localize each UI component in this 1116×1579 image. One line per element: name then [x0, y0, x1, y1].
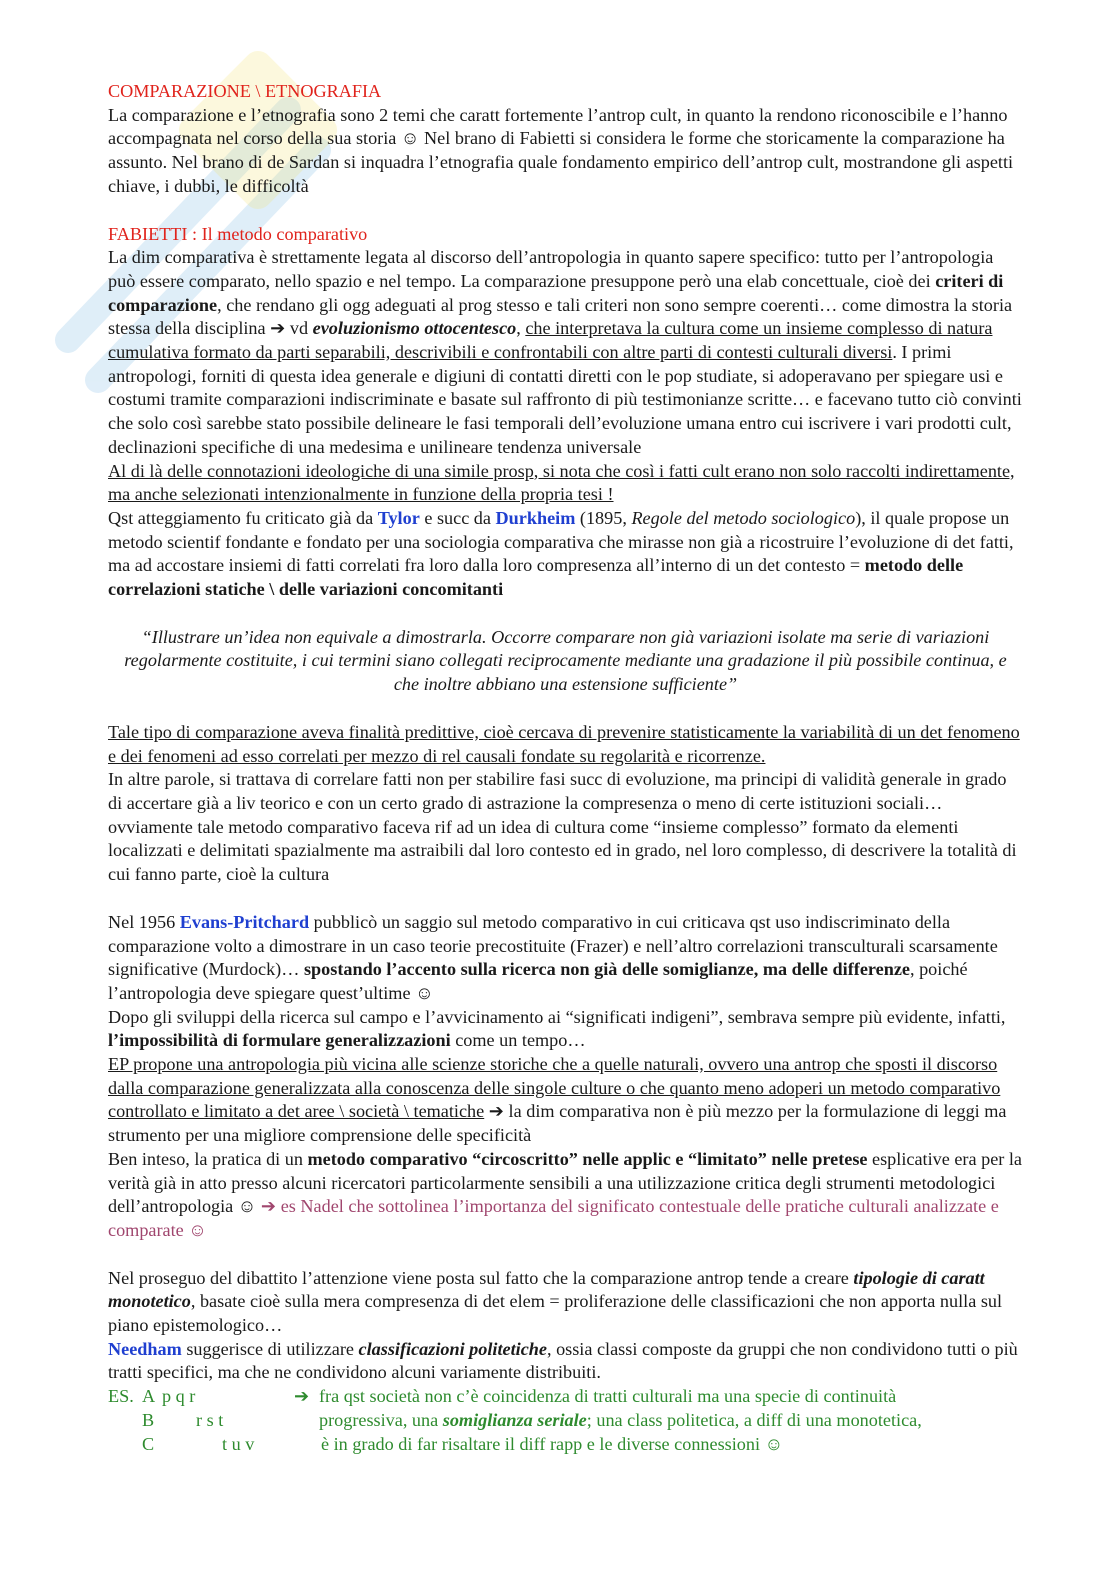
section-title-comparazione: COMPARAZIONE \ ETNOGRAFIA: [108, 81, 382, 101]
example-traits: t u v: [222, 1434, 255, 1455]
example-line-3: è in grado di far risaltare il diff rapp e le diverse connessioni ☺: [321, 1434, 784, 1455]
example-row-c: [108, 1433, 1023, 1457]
paragraph-circumscribed: Ben inteso, la pratica di un metodo comparativo “circoscritto” nelle applic e “limitato” nelle pretese esplicative era per la verità già in atto presso alcuni ricercatori particolarmente sensibili a una utilizzazione critica degli strumenti metodologici dell’antropologia ☺ ➔ es Nadel che sottolinea l’importanza del significato contestuale delle pratiche culturali analizzate e comparate ☺: [108, 1148, 1022, 1240]
example-line-2: progressiva, una somiglianza seriale; una class politetica, a diff di una monotetica,: [319, 1410, 922, 1431]
document-page: [108, 80, 1023, 1457]
paragraph-ideological: Al di là delle connotazioni ideologiche di una simile prosp, si nota che così i fatti cult erano non solo raccolti indirettamente, ma anche selezionati intenzionalmente in funzione della propria tesi !: [108, 460, 1015, 505]
paragraph-evans-pritchard: Nel 1956 Evans-Pritchard pubblicò un saggio sul metodo comparativo in cui criticava qst uso indiscriminato della comparazione volto a dimostrare in un caso teorie precostituite (Frazer) e nell’altro correlazioni transculturali scarsamente significative (Murdock)… spostando l’accento sulla ricerca non già delle somiglianze, ma delle differenze, poiché l’antropologia deve spiegare quest’ultime ☺: [108, 911, 998, 1003]
section-title-fabietti: FABIETTI : Il metodo comparativo: [108, 223, 368, 244]
example-letter: B: [142, 1410, 155, 1431]
paragraph-durkheim: Qst atteggiamento fu criticato già da Tylor e succ da Durkheim (1895, Regole del metodo sociologico), il quale propose un metodo scientif fondante e fondato per una sociologia comparativa che mirasse non già a ricostruire l’evoluzione di det fatti, ma ad accostare insiemi di fatti correlati fra loro dalla loro compresenza all’interno di un det contesto = metodo delle correlazioni statiche \ delle variazioni concomitanti: [108, 507, 1014, 600]
paragraph-ep-proposal: EP propone una antropologia più vicina alle scienze storiche che a quelle naturali, ovvero una antrop che sposti il discorso dalla comparazione generalizzata alla conoscenza delle singole culture o che quanto meno adoperi un metodo comparativo controllato e limitato a det aree \ società \ tematiche ➔ la dim comparativa non è più mezzo per la formulazione di leggi ma strumento per una migliore comprensione delle specificità: [108, 1054, 1007, 1146]
example-line-1: fra qst società non c’è coincidenza di tratti culturali ma una specie di continuità: [319, 1386, 897, 1407]
name-evans-pritchard: Evans-Pritchard: [179, 911, 310, 932]
paragraph-monothetic: Nel proseguo del dibattito l’attenzione viene posta sul fatto che la comparazione antrop tende a creare tipologie di caratt monotetico, basate cioè sulla mera compresenza di det elem = proliferazione delle classificazioni che non apporta nulla sul piano epistemologico…: [108, 1267, 1003, 1336]
paragraph-other-words: In altre parole, si trattava di correlare fatti non per stabilire fasi succ di evoluzione, ma principi di validità generale in grado di accertare già a liv teorico e con un certo grado di astrazione la compresenza o meno di certe istituzioni sociali… ovviamente tale metodo comparativo faceva rif ad un idea di cultura come “insieme complesso” formato da elementi localizzati e delimitati spazialmente ma astraibili dal loro contesto ed in grado, nel loro complesso, di descrivere la totalità di cui fanno parte, cioè la cultura: [108, 769, 1017, 885]
polythetic-term: classificazioni politetiche: [358, 1338, 547, 1359]
example-row-b: [108, 1409, 1023, 1433]
circumscribed-term: metodo comparativo “circoscritto” nelle applic e “limitato” nelle pretese: [307, 1148, 868, 1169]
paragraph-generalizations: Dopo gli sviluppi della ricerca sul campo e l’avvicinamento ai “significati indigeni”, sembrava sempre più evidente, infatti, l’impossibilità di formulare generalizzazioni come un tempo…: [108, 1006, 1006, 1051]
paragraph-needham: Needham suggerisce di utilizzare classificazioni politetiche, ossia classi composte da gruppi che non condividono tutti o più tratti specifici, ma che ne condividono alcuni variamente distribuiti.: [108, 1338, 1018, 1383]
example-block: [108, 1385, 1023, 1457]
method-term: metodo delle correlazioni statiche \ delle variazioni concomitanti: [108, 555, 964, 600]
evolutionism-term: evoluzionismo ottocentesco: [312, 318, 517, 339]
example-row-a: [108, 1385, 1023, 1409]
durkheim-quote: “Illustrare un’idea non equivale a dimostrarla. Occorre comparare non già variazioni isolate ma serie di variazioni regolarmente costituite, i cui termini siano collegati reciprocamente mediante una gradazione il più possibile continua, e che inoltre abbiano una estensione sufficiente”: [124, 626, 1007, 695]
example-letter: A: [142, 1386, 156, 1407]
nadel-note: ➔ es Nadel che sottolinea l’importanza del significato contestuale delle pratiche culturali analizzate e comparate ☺: [108, 1196, 999, 1240]
name-needham: Needham: [108, 1338, 182, 1359]
name-durkheim: Durkheim: [495, 507, 576, 528]
intro-paragraph: La comparazione e l’etnografia sono 2 temi che caratt fortemente l’antrop cult, in quanto la rendono riconoscibile e l’hanno accompagnata nel corso della sua storia ☺ Nel brano di Fabietti si considera le forme che storicamente la comparazione ha assunto. Nel brano di de Sardan si inquadra l’etnografia quale fondamento empirico dell’antrop cult, mostrandone gli aspetti chiave, i dubbi, le difficoltà: [108, 104, 1014, 196]
paragraph-predictive: Tale tipo di comparazione aveva finalità predittive, cioè cercava di prevenire statisticamente la variabilità di un det fenomeno e dei fenomeni ad esso correlati per mezzo di rel causali fondate su regolarità e ricorrenze.: [108, 721, 1020, 766]
book-title: Regole del metodo sociologico: [631, 507, 856, 528]
paragraph-comparative-dimension: La dim comparativa è strettamente legata al discorso dell’antropologia in quanto sapere specifico: tutto per l’antropologia può essere comparato, nello spazio e nel tempo. La comparazione presuppone però una elab concettuale, cioè dei criteri di comparazione, che rendano gli ogg adeguati al prog stesso e tali criteri non sono sempre coerenti… come dimostra la storia stessa della disciplina ➔ vd evoluzionismo ottocentesco, che interpretava la cultura come un insieme complesso di natura cumulativa formato da parti separabili, descrivibili e confrontabili con altre parti di contesti culturali diversi. I primi antropologi, forniti di questa idea generale e digiuni di contatti diretti con le pop studiate, si adoperavano per spiegare usi e costumi tramite comparazioni indiscriminate e basate sul raffronto di più testimonianze scritte… e facevano tutto ciò convinti che solo così sarebbe stato possibile delineare le fasi temporali dell’evoluzione umana entro cui iscrivere i vari prodotti cult, declinazioni specifiche di una medesima e unilineare tendenza universale: [108, 247, 1022, 457]
arrow-icon: ➔: [294, 1386, 310, 1407]
underlined-evolutionism-text: che interpretava la cultura come un insieme complesso di natura cumulativa formato da parti separabili, descrivibili e confrontabili con altre parti di contesti culturali diversi: [108, 318, 993, 363]
name-tylor: Tylor: [377, 507, 420, 528]
example-label: ES.: [108, 1386, 134, 1407]
criteria-term: criteri di comparazione: [108, 270, 1004, 315]
differences-term: spostando l’accento sulla ricerca non già delle somiglianze, ma delle differenze: [303, 959, 910, 980]
example-letter: C: [142, 1434, 155, 1455]
example-traits: r s t: [196, 1410, 224, 1431]
example-traits: p q r: [162, 1386, 196, 1407]
underlined-ep-text: EP propone una antropologia più vicina alle scienze storiche che a quelle naturali, ovvero una antrop che sposti il discorso dalla comparazione generalizzata alla conoscenza delle singole culture o che quanto meno adoperi un metodo comparativo controllato e limitato a det aree \ società \ tematiche: [108, 1054, 1001, 1122]
monothetic-term: tipologie di caratt monotetico: [108, 1267, 985, 1312]
impossibility-term: l’impossibilità di formulare generalizzazioni: [108, 1030, 451, 1051]
